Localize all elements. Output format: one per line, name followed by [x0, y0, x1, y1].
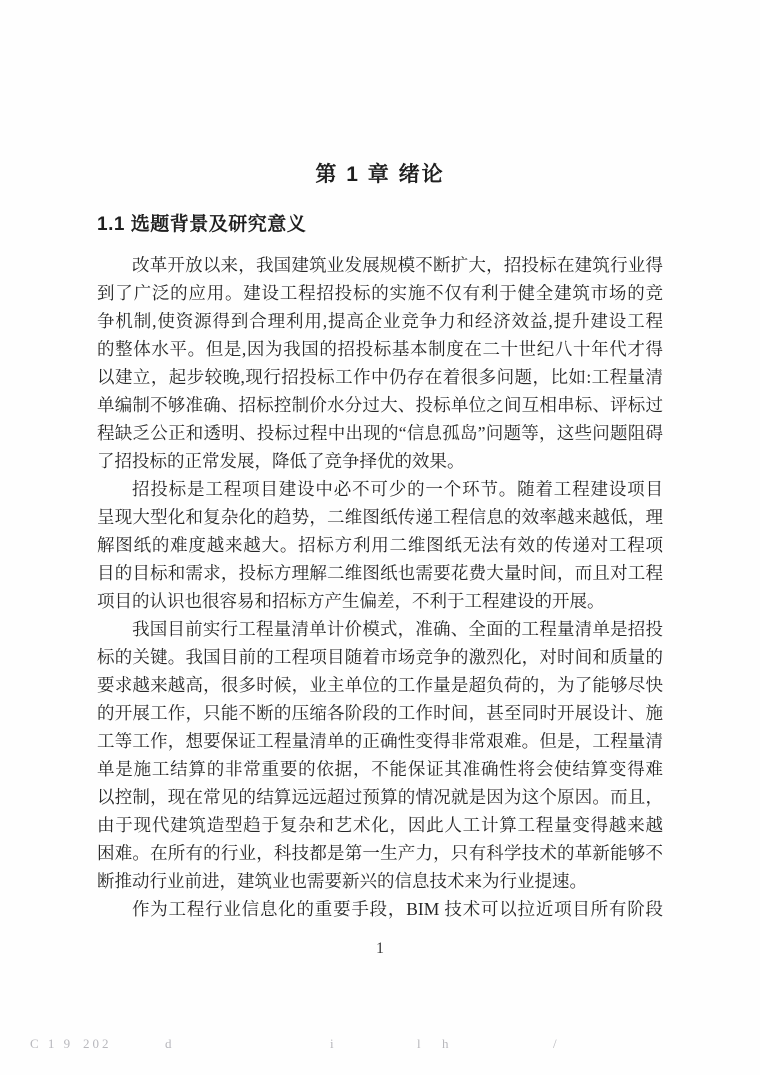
text-line: 的整体水平。但是,因为我国的招投标基本制度在二十世纪八十年代才得: [97, 339, 663, 359]
text-line: 以建立，起步较晚,现行招投标工作中仍存在着很多问题，比如:工程量清: [97, 367, 663, 387]
text-line: 招投标是工程项目建设中必不可少的一个环节。随着工程建设项目: [132, 479, 663, 499]
chapter-title: 第 1 章 绪论: [315, 163, 445, 186]
text-line: 以控制，现在常见的结算远远超过预算的情况就是因为这个原因。而且，: [97, 787, 663, 807]
text-line: 争机制,使资源得到合理利用,提高企业竞争力和经济效益,提升建设工程: [97, 311, 663, 331]
paragraph: [97, 251, 663, 475]
watermark-fragment: C 1 9: [30, 1036, 74, 1051]
watermark-fragment: 202: [83, 1036, 112, 1051]
text-line: 我国目前实行工程量清单计价模式，准确、全面的工程量清单是招投: [132, 619, 663, 639]
text-line: 单是施工结算的非常重要的依据，不能保证其准确性将会使结算变得难: [97, 759, 663, 779]
text-line: 程缺乏公正和透明、投标过程中出现的“信息孤岛”问题等，这些问题阻碍: [97, 423, 663, 443]
section-heading: 1.1 选题背景及研究意义: [97, 214, 307, 235]
text-line: 作为工程行业信息化的重要手段，BIM 技术可以拉近项目所有阶段: [132, 899, 663, 919]
text-line: 呈现大型化和复杂化的趋势，二维图纸传递工程信息的效率越来越低，理: [97, 507, 663, 527]
paragraph: [97, 895, 663, 923]
text-line: 了招投标的正常发展，降低了竞争择优的效果。: [97, 451, 465, 471]
text-line: 项目的认识也很容易和招标方产生偏差，不利于工程建设的开展。: [97, 591, 605, 611]
paragraph: [97, 615, 663, 895]
watermark-fragment: h: [442, 1036, 452, 1051]
text-line: 要求越来越高，很多时候，业主单位的工作量是超负荷的，为了能够尽快: [97, 675, 663, 695]
text-line: 的开展工作，只能不断的压缩各阶段的工作时间，甚至同时开展设计、施: [97, 703, 663, 723]
watermark-fragment: l: [417, 1036, 424, 1051]
body-text: [97, 251, 663, 923]
text-line: 由于现代建筑造型趋于复杂和艺术化，因此人工计算工程量变得越来越: [97, 815, 663, 835]
watermark-fragment: i: [330, 1036, 337, 1051]
text-line: 解图纸的难度越来越大。招标方利用二维图纸无法有效的传递对工程项: [97, 535, 663, 555]
paragraph: [97, 475, 663, 615]
text-line: 单编制不够准确、招标控制价水分过大、投标单位之间互相串标、评标过: [97, 395, 663, 415]
text-line: 断推动行业前进，建筑业也需要新兴的信息技术来为行业提速。: [97, 871, 587, 891]
watermark-fragment: /: [553, 1036, 560, 1051]
text-line: 标的关键。我国目前的工程项目随着市场竞争的激烈化，对时间和质量的: [97, 647, 663, 667]
text-line: 改革开放以来，我国建筑业发展规模不断扩大，招投标在建筑行业得: [132, 255, 663, 275]
watermark-fragment: d: [165, 1036, 175, 1051]
text-line: 到了广泛的应用。建设工程招投标的实施不仅有利于健全建筑市场的竞: [97, 283, 663, 303]
text-line: 工等工作，想要保证工程量清单的正确性变得非常艰难。但是，工程量清: [97, 731, 663, 751]
page-number: 1: [376, 940, 384, 957]
text-line: 目的目标和需求，投标方理解二维图纸也需要花费大量时间，而且对工程: [97, 563, 663, 583]
text-line: 困难。在所有的行业，科技都是第一生产力，只有科学技术的革新能够不: [97, 843, 663, 863]
